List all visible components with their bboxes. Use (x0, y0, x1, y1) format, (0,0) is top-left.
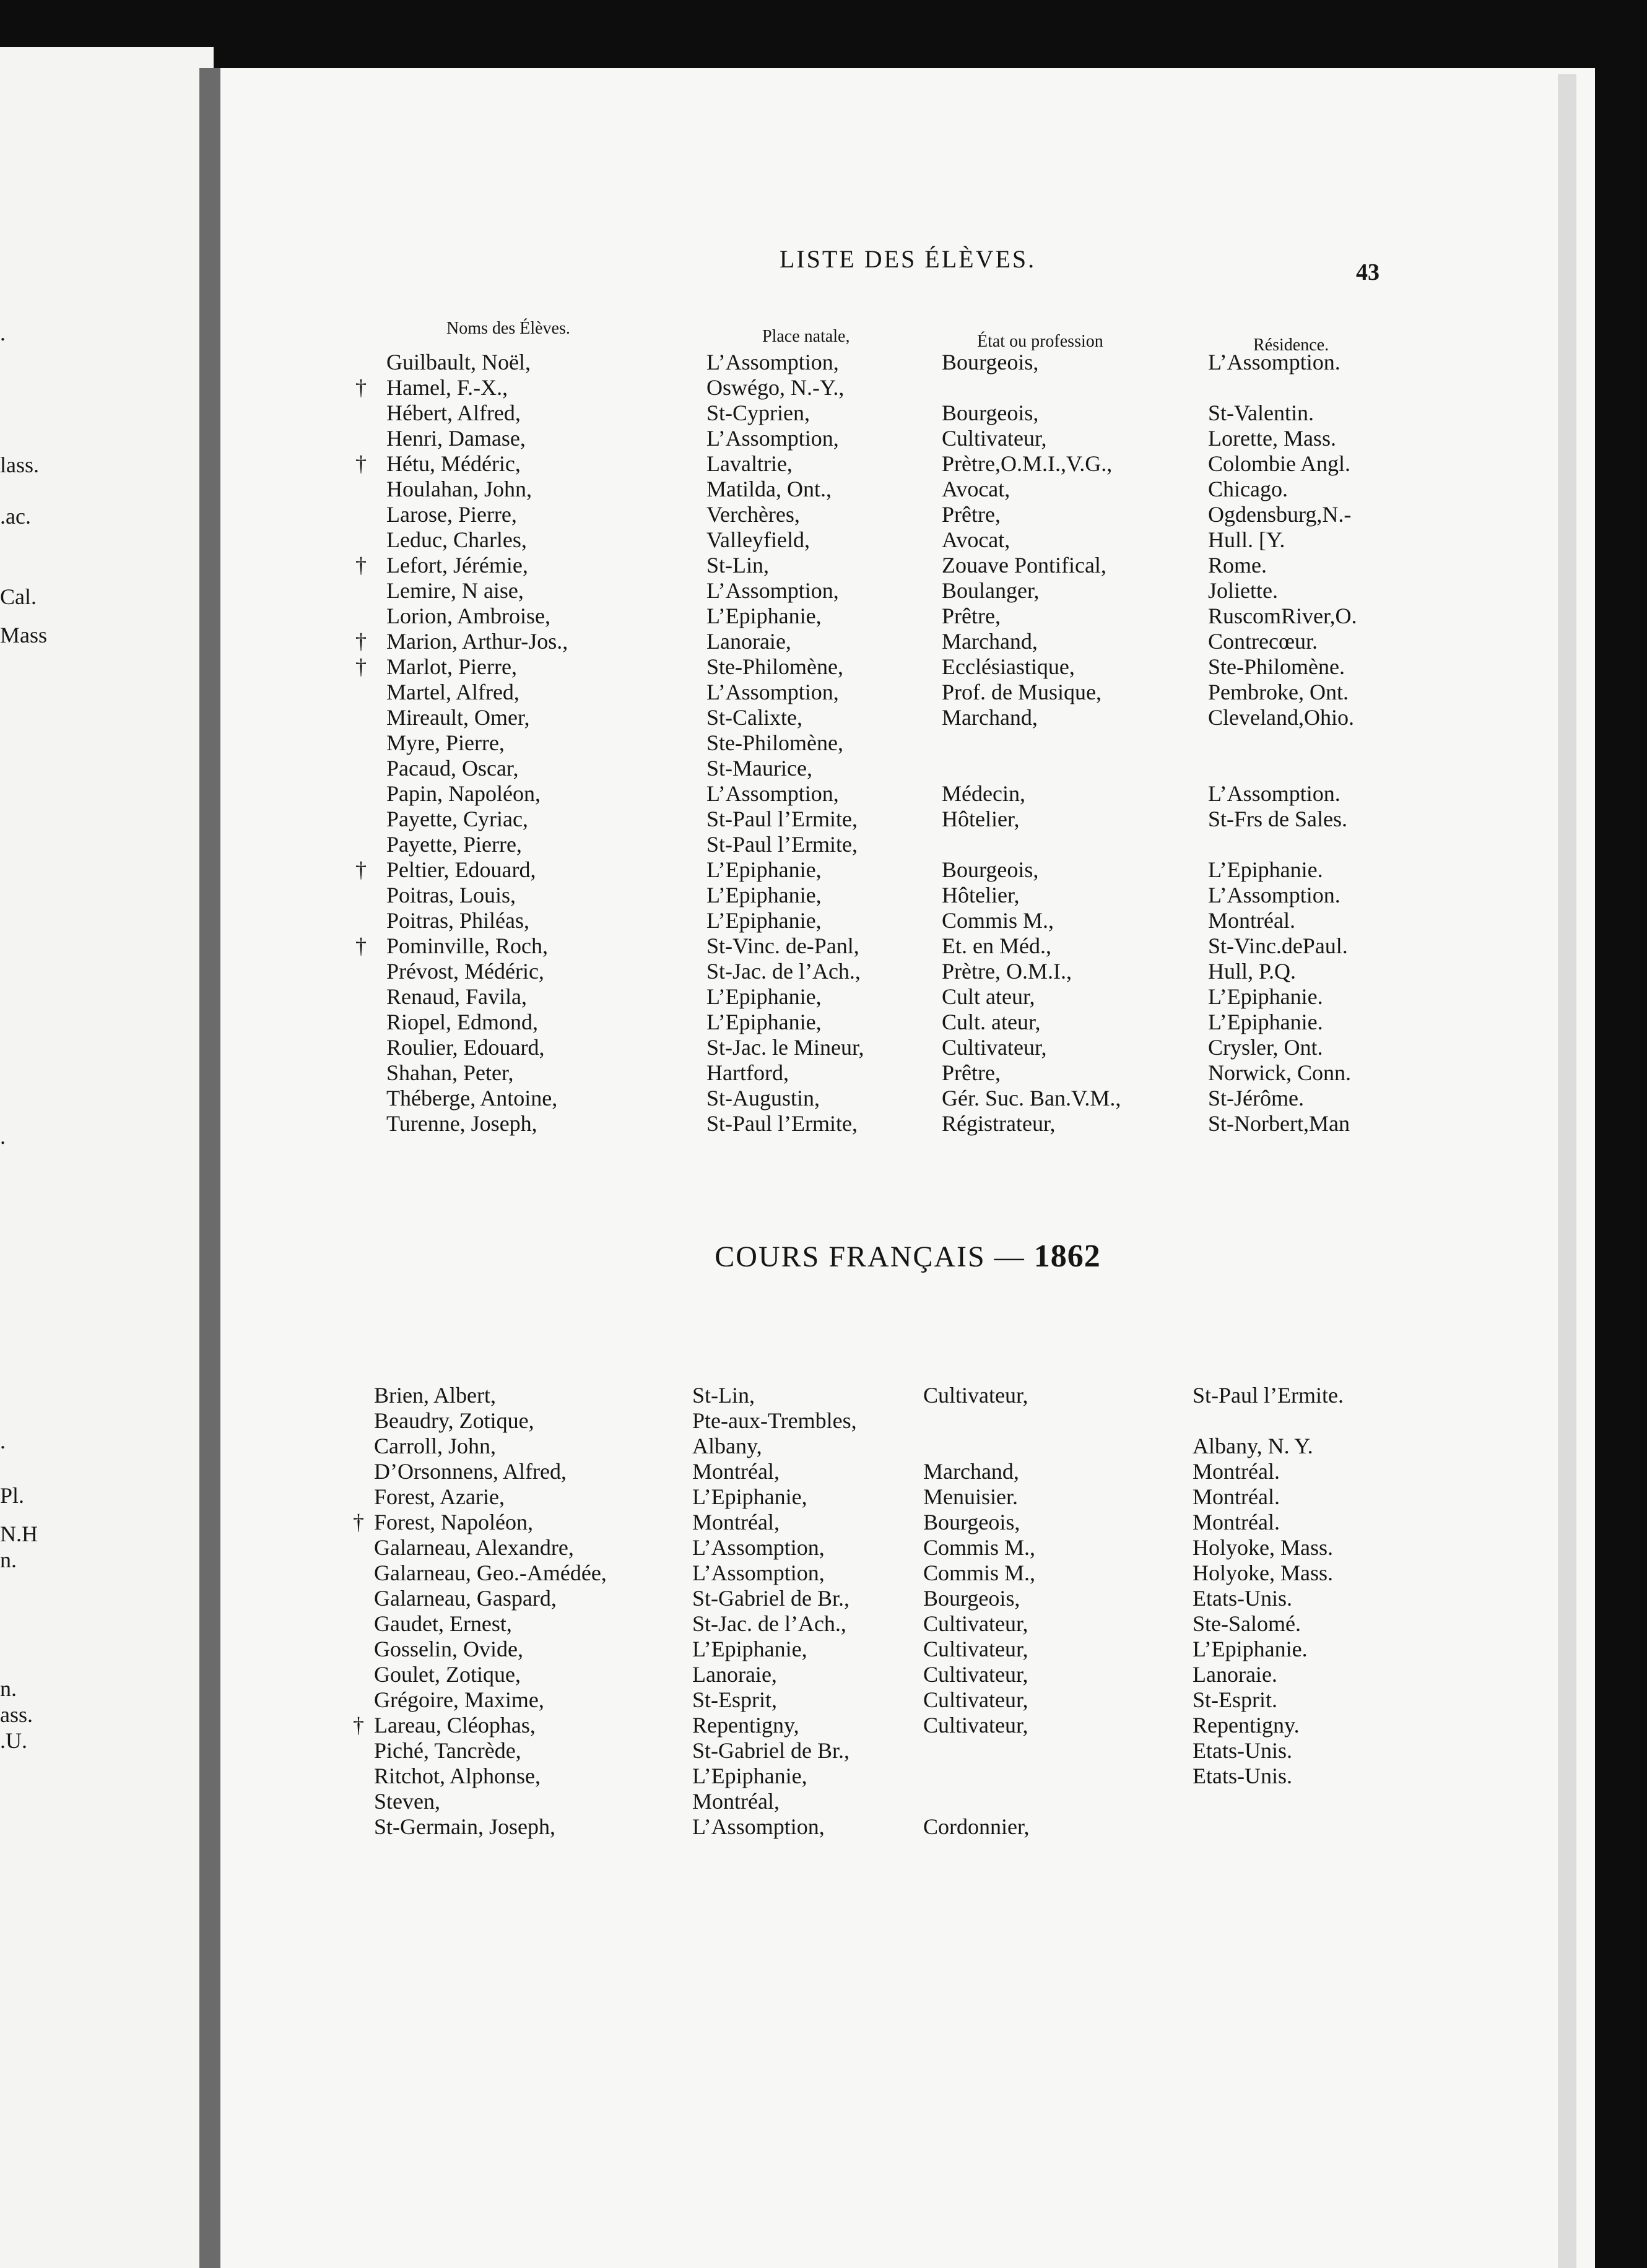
student-name: Guilbault, Noël, (386, 350, 531, 374)
student-name: Marion, Arthur-Jos., (386, 629, 568, 654)
residence: Ste-Salomé. (1193, 1611, 1301, 1636)
student-row (220, 1814, 1595, 1840)
student-name: Galarneau, Geo.-Amédée, (374, 1560, 607, 1585)
residence: Rome. (1208, 553, 1267, 578)
student-row (220, 1738, 1595, 1764)
profession: Prêtre, (942, 502, 1001, 527)
residence: Holyoke, Mass. (1193, 1535, 1333, 1560)
student-row (220, 1713, 1595, 1738)
student-name: Gosselin, Ovide, (374, 1637, 523, 1661)
deceased-dagger: † (355, 857, 367, 882)
birthplace: St-Paul l’Ermite, (706, 807, 858, 831)
student-row (220, 629, 1595, 654)
student-name: Forest, Napoléon, (374, 1510, 533, 1534)
student-row (220, 1086, 1595, 1111)
birthplace: St-Esprit, (692, 1687, 778, 1712)
deceased-dagger: † (353, 1510, 364, 1534)
residence: Repentigny. (1193, 1713, 1300, 1738)
birthplace: St-Maurice, (706, 756, 812, 781)
student-name: D’Orsonnens, Alfred, (374, 1459, 567, 1484)
deceased-dagger: † (353, 1713, 364, 1738)
student-name: Pacaud, Oscar, (386, 756, 519, 781)
page-title: LISTE DES ÉLÈVES. (779, 245, 1036, 273)
student-name: Turenne, Joseph, (386, 1111, 537, 1136)
student-row (220, 807, 1595, 832)
birthplace: L’Epiphanie, (692, 1764, 807, 1788)
profession: Cultivateur, (923, 1637, 1028, 1661)
student-name: Gaudet, Ernest, (374, 1611, 512, 1636)
page-number: 43 (1356, 259, 1380, 285)
left-page-fragment: .ac. (0, 504, 31, 529)
residence: Crysler, Ont. (1208, 1035, 1323, 1060)
student-row (220, 1662, 1595, 1687)
profession: Marchand, (942, 705, 1038, 730)
student-row (220, 1560, 1595, 1586)
student-row (220, 1459, 1595, 1484)
residence: Albany, N. Y. (1193, 1434, 1313, 1458)
birthplace: L’Assomption, (706, 426, 839, 451)
residence: Joliette. (1208, 578, 1278, 603)
left-page-fragment: . (0, 1429, 6, 1453)
residence: L’Epiphanie. (1193, 1637, 1308, 1661)
student-row (220, 375, 1595, 400)
student-name: Carroll, John, (374, 1434, 496, 1458)
student-row (220, 1111, 1595, 1136)
profession: Avocat, (942, 527, 1010, 552)
student-row (220, 1434, 1595, 1459)
student-name: Poitras, Louis, (386, 883, 516, 907)
birthplace: Montréal, (692, 1459, 780, 1484)
deceased-dagger: † (355, 451, 367, 476)
student-name: Peltier, Edouard, (386, 857, 536, 882)
birthplace: Lanoraie, (692, 1662, 777, 1687)
profession: Zouave Pontifical, (942, 553, 1106, 578)
profession: Prètre, O.M.I., (942, 959, 1072, 984)
student-row (220, 553, 1595, 578)
profession: Ecclésiastique, (942, 654, 1075, 679)
student-name: Hébert, Alfred, (386, 400, 521, 425)
residence: L’Epiphanie. (1208, 857, 1323, 882)
birthplace: Lanoraie, (706, 629, 791, 654)
left-page-fragment: . (0, 321, 6, 345)
birthplace: L’Assomption, (692, 1814, 825, 1839)
student-row (220, 604, 1595, 629)
residence: Pembroke, Ont. (1208, 680, 1349, 704)
birthplace: L’Epiphanie, (706, 604, 822, 628)
student-name: Leduc, Charles, (386, 527, 527, 552)
student-row (220, 883, 1595, 908)
residence: Montréal. (1193, 1484, 1280, 1509)
residence: L’Assomption. (1208, 350, 1341, 374)
deceased-dagger: † (355, 933, 367, 958)
student-row (220, 756, 1595, 781)
residence: Holyoke, Mass. (1193, 1560, 1333, 1585)
student-name: Myre, Pierre, (386, 730, 505, 755)
student-row (220, 502, 1595, 527)
residence: St-Norbert,Man (1208, 1111, 1350, 1136)
student-row (220, 1060, 1595, 1086)
profession: Boulanger, (942, 578, 1040, 603)
section-title-text: COURS FRANÇAIS — (715, 1240, 1025, 1273)
student-row (220, 832, 1595, 857)
birthplace: L’Epiphanie, (692, 1637, 807, 1661)
student-row (220, 908, 1595, 933)
birthplace: St-Gabriel de Br., (692, 1738, 850, 1763)
student-name: Lemire, N aise, (386, 578, 524, 603)
student-name: Poitras, Philéas, (386, 908, 529, 933)
student-name: Steven, (374, 1789, 440, 1814)
student-name: Galarneau, Gaspard, (374, 1586, 557, 1611)
profession: Hôtelier, (942, 883, 1020, 907)
profession: Et. en Méd., (942, 933, 1051, 958)
student-row (220, 654, 1595, 680)
student-row (220, 1484, 1595, 1510)
profession: Cultivateur, (942, 426, 1047, 451)
left-page-fragment: Cal. (0, 584, 37, 609)
student-name: Renaud, Favila, (386, 984, 527, 1009)
student-row (220, 933, 1595, 959)
residence: RuscomRiver,O. (1208, 604, 1357, 628)
column-header-etat: État ou profession (977, 332, 1103, 351)
student-name: Lefort, Jérémie, (386, 553, 528, 578)
left-page-fragment: n. (0, 1547, 17, 1572)
section-title (220, 1238, 1595, 1275)
student-name: St-Germain, Joseph, (374, 1814, 555, 1839)
profession: Prof. de Musique, (942, 680, 1102, 704)
residence: St-Jérôme. (1208, 1086, 1304, 1110)
residence: Contrecœur. (1208, 629, 1318, 654)
birthplace: L’Epiphanie, (706, 1010, 822, 1034)
residence: Montréal. (1193, 1459, 1280, 1484)
student-name: Goulet, Zotique, (374, 1662, 521, 1687)
student-row (220, 426, 1595, 451)
student-row (220, 1764, 1595, 1789)
student-name: Riopel, Edmond, (386, 1010, 538, 1034)
profession: Menuisier. (923, 1484, 1018, 1509)
profession: Cult ateur, (942, 984, 1035, 1009)
student-row (220, 1010, 1595, 1035)
profession: Commis M., (923, 1535, 1036, 1560)
birthplace: Valleyfield, (706, 527, 810, 552)
profession: Bourgeois, (923, 1586, 1020, 1611)
student-row (220, 680, 1595, 705)
student-name: Lorion, Ambroise, (386, 604, 550, 628)
student-row (220, 527, 1595, 553)
birthplace: L’Assomption, (706, 350, 839, 374)
birthplace: L’Epiphanie, (692, 1484, 807, 1509)
left-page-fragment: N.H (0, 1521, 38, 1546)
deceased-dagger: † (355, 553, 367, 578)
left-page-fragment: Mass (0, 623, 48, 647)
birthplace: L’Assomption, (706, 781, 839, 806)
birthplace: L’Epiphanie, (706, 883, 822, 907)
residence: Cleveland,Ohio. (1208, 705, 1354, 730)
student-row (220, 451, 1595, 477)
birthplace: St-Calixte, (706, 705, 802, 730)
birthplace: St-Jac. de l’Ach., (706, 959, 861, 984)
birthplace: St-Lin, (692, 1383, 755, 1408)
profession: Prètre,O.M.I.,V.G., (942, 451, 1113, 476)
birthplace: L’Epiphanie, (706, 857, 822, 882)
residence: St-Esprit. (1193, 1687, 1278, 1712)
student-row (220, 1789, 1595, 1814)
birthplace: Verchères, (706, 502, 800, 527)
left-page-fragment: Pl. (0, 1483, 25, 1508)
birthplace: Lavaltrie, (706, 451, 793, 476)
student-name: Hamel, F.-X., (386, 375, 508, 400)
student-name: Hétu, Médéric, (386, 451, 521, 476)
student-row (220, 705, 1595, 730)
residence: Lanoraie. (1193, 1662, 1277, 1687)
left-page-fragment: .U. (0, 1728, 27, 1753)
profession: Marchand, (923, 1459, 1019, 1484)
birthplace: Montréal, (692, 1510, 780, 1534)
left-page-fragment: lass. (0, 452, 39, 477)
birthplace: L’Assomption, (692, 1560, 825, 1585)
student-name: Marlot, Pierre, (386, 654, 517, 679)
student-row (220, 477, 1595, 502)
birthplace: St-Cyprien, (706, 400, 810, 425)
residence: L’Assomption. (1208, 883, 1341, 907)
residence: Colombie Angl. (1208, 451, 1351, 476)
deceased-dagger: † (355, 629, 367, 654)
profession: Prêtre, (942, 604, 1001, 628)
page-edge (1558, 74, 1576, 2268)
birthplace: Matilda, Ont., (706, 477, 832, 501)
residence: St-Frs de Sales. (1208, 807, 1347, 831)
profession: Régistrateur, (942, 1111, 1056, 1136)
profession: Bourgeois, (923, 1510, 1020, 1534)
birthplace: Ste-Philomène, (706, 654, 843, 679)
profession: Cultivateur, (923, 1662, 1028, 1687)
residence: Montréal. (1193, 1510, 1280, 1534)
residence: Norwick, Conn. (1208, 1060, 1351, 1085)
birthplace: St-Lin, (706, 553, 770, 578)
student-row (220, 781, 1595, 807)
student-name: Roulier, Edouard, (386, 1035, 545, 1060)
deceased-dagger: † (355, 375, 367, 400)
profession: Commis M., (923, 1560, 1036, 1585)
student-name: Grégoire, Maxime, (374, 1687, 544, 1712)
birthplace: St-Jac. le Mineur, (706, 1035, 864, 1060)
student-row (220, 1510, 1595, 1535)
residence: St-Valentin. (1208, 400, 1314, 425)
birthplace: St-Augustin, (706, 1086, 820, 1110)
student-name: Théberge, Antoine, (386, 1086, 558, 1110)
student-name: Houlahan, John, (386, 477, 532, 501)
student-name: Prévost, Médéric, (386, 959, 544, 984)
student-row (220, 1035, 1595, 1060)
student-name: Shahan, Peter, (386, 1060, 514, 1085)
profession: Avocat, (942, 477, 1010, 501)
student-name: Galarneau, Alexandre, (374, 1535, 574, 1560)
student-name: Payette, Cyriac, (386, 807, 528, 831)
residence: Hull. [Y. (1208, 527, 1285, 552)
profession: Cultivateur, (923, 1713, 1028, 1738)
birthplace: Ste-Philomène, (706, 730, 843, 755)
column-header-residence: Résidence. (1253, 335, 1329, 355)
student-name: Martel, Alfred, (386, 680, 519, 704)
student-name: Brien, Albert, (374, 1383, 496, 1408)
profession: Commis M., (942, 908, 1054, 933)
birthplace: St-Paul l’Ermite, (706, 832, 858, 857)
residence: St-Paul l’Ermite. (1193, 1383, 1344, 1408)
profession: Bourgeois, (942, 857, 1039, 882)
profession: Bourgeois, (942, 350, 1039, 374)
student-row (220, 1637, 1595, 1662)
profession: Hôtelier, (942, 807, 1020, 831)
column-header-place: Place natale, (762, 327, 850, 346)
student-row (220, 857, 1595, 883)
student-row (220, 1408, 1595, 1434)
residence: Etats-Unis. (1193, 1738, 1292, 1763)
residence: Montréal. (1208, 908, 1295, 933)
residence: Ste-Philomène. (1208, 654, 1345, 679)
residence: L’Assomption. (1208, 781, 1341, 806)
student-row (220, 1687, 1595, 1713)
birthplace: L’Assomption, (692, 1535, 825, 1560)
residence: L’Epiphanie. (1208, 984, 1323, 1009)
student-name: Henri, Damase, (386, 426, 526, 451)
student-name: Forest, Azarie, (374, 1484, 505, 1509)
profession: Médecin, (942, 781, 1025, 806)
student-row (220, 1383, 1595, 1408)
residence: Hull, P.Q. (1208, 959, 1297, 984)
profession: Cultivateur, (942, 1035, 1047, 1060)
left-facing-page (0, 47, 214, 2268)
profession: Cordonnier, (923, 1814, 1030, 1839)
page (220, 68, 1595, 2268)
student-row (220, 400, 1595, 426)
student-row (220, 984, 1595, 1010)
birthplace: L’Assomption, (706, 578, 839, 603)
profession: Cultivateur, (923, 1611, 1028, 1636)
student-name: Ritchot, Alphonse, (374, 1764, 541, 1788)
student-name: Pominville, Roch, (386, 933, 548, 958)
profession: Cult. ateur, (942, 1010, 1041, 1034)
residence: Lorette, Mass. (1208, 426, 1336, 451)
column-header-name: Noms des Élèves. (446, 319, 570, 338)
student-name: Papin, Napoléon, (386, 781, 541, 806)
student-name: Payette, Pierre, (386, 832, 522, 857)
residence: Etats-Unis. (1193, 1586, 1292, 1611)
residence: Ogdensburg,N.- (1208, 502, 1352, 527)
birthplace: L’Epiphanie, (706, 984, 822, 1009)
birthplace: Albany, (692, 1434, 762, 1458)
residence: Chicago. (1208, 477, 1288, 501)
student-row (220, 1586, 1595, 1611)
student-name: Beaudry, Zotique, (374, 1408, 534, 1433)
birthplace: Pte-aux-Trembles, (692, 1408, 857, 1433)
birthplace: L’Assomption, (706, 680, 839, 704)
left-page-fragment: n. (0, 1676, 17, 1701)
left-page-fragment: ass. (0, 1702, 33, 1727)
profession: Bourgeois, (942, 400, 1039, 425)
student-row (220, 350, 1595, 375)
residence: L’Epiphanie. (1208, 1010, 1323, 1034)
birthplace: St-Vinc. de-Panl, (706, 933, 859, 958)
student-name: Mireault, Omer, (386, 705, 530, 730)
student-row (220, 959, 1595, 984)
student-row (220, 578, 1595, 604)
birthplace: St-Paul l’Ermite, (706, 1111, 858, 1136)
birthplace: St-Jac. de l’Ach., (692, 1611, 846, 1636)
student-name: Lareau, Cléophas, (374, 1713, 536, 1738)
birthplace: St-Gabriel de Br., (692, 1586, 850, 1611)
birthplace: Repentigny, (692, 1713, 799, 1738)
profession: Prêtre, (942, 1060, 1001, 1085)
student-row (220, 730, 1595, 756)
student-name: Piché, Tancrède, (374, 1738, 521, 1763)
student-row (220, 1611, 1595, 1637)
birthplace: L’Epiphanie, (706, 908, 822, 933)
student-row (220, 1535, 1595, 1560)
residence: St-Vinc.dePaul. (1208, 933, 1348, 958)
deceased-dagger: † (355, 654, 367, 679)
profession: Gér. Suc. Ban.V.M., (942, 1086, 1121, 1110)
profession: Marchand, (942, 629, 1038, 654)
profession: Cultivateur, (923, 1687, 1028, 1712)
student-name: Larose, Pierre, (386, 502, 517, 527)
residence: Etats-Unis. (1193, 1764, 1292, 1788)
section-year: 1862 (1033, 1239, 1101, 1274)
birthplace: Hartford, (706, 1060, 789, 1085)
birthplace: Montréal, (692, 1789, 780, 1814)
left-page-fragment: . (0, 1124, 6, 1149)
birthplace: Oswégo, N.-Y., (706, 375, 845, 400)
profession: Cultivateur, (923, 1383, 1028, 1408)
